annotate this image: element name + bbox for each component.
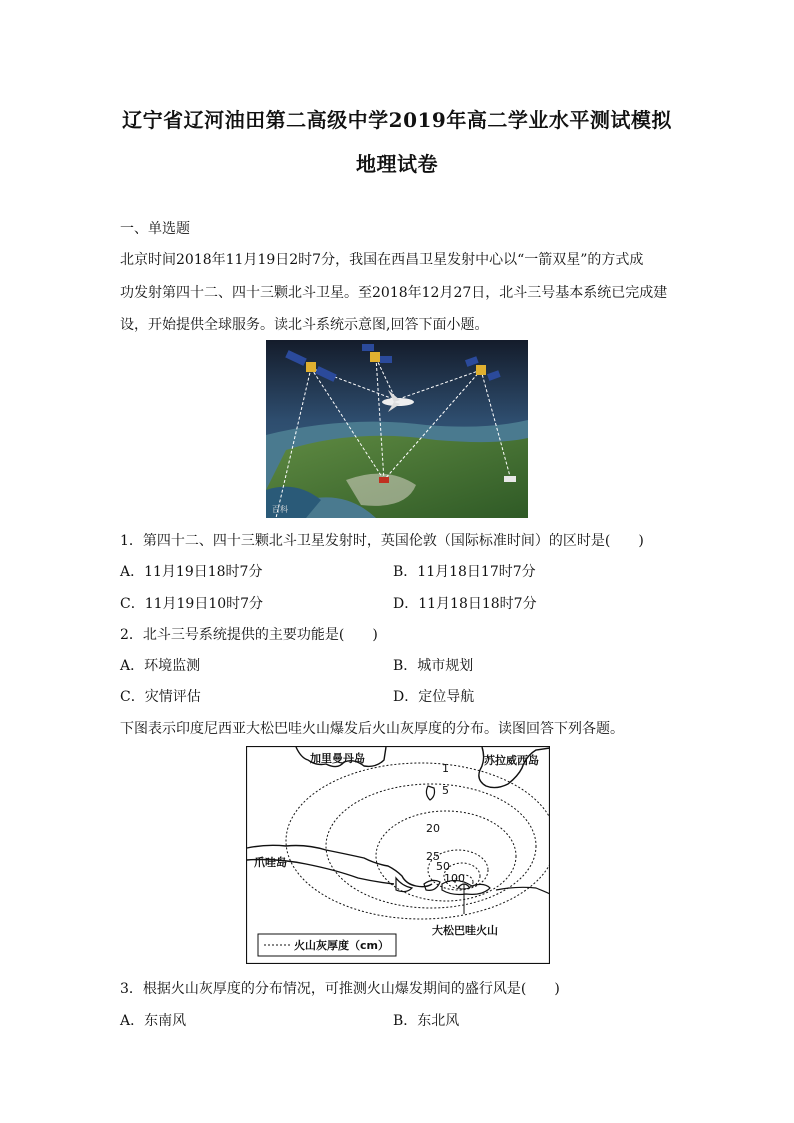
q3-option-a: A．东南风 bbox=[120, 1013, 187, 1029]
q2-stem: 2．北斗三号系统提供的主要功能是( ) bbox=[120, 627, 378, 643]
car-icon bbox=[379, 477, 389, 483]
intro1-line1: 北京时间2018年11月19日2时7分，我国在西昌卫星发射中心以“一箭双星”的方式成 bbox=[120, 252, 644, 268]
contour-label-50: 50 bbox=[436, 860, 450, 873]
q2-option-a: A．环境监测 bbox=[120, 658, 201, 674]
label-kalimantan: 加里曼丹岛 bbox=[310, 752, 365, 765]
paper-title-line2: 地理试卷 bbox=[356, 152, 438, 176]
paper-title-line1: 辽宁省辽河油田第二高级中学2019年高二学业水平测试模拟 bbox=[122, 108, 672, 132]
q1-option-c: C．11月19日10时7分 bbox=[120, 596, 264, 612]
q2-option-b: B．城市规划 bbox=[393, 658, 474, 674]
section-heading: 一、单选题 bbox=[120, 221, 190, 237]
volcanic-ash-map bbox=[246, 746, 550, 964]
contour-label-5: 5 bbox=[442, 784, 449, 797]
q1-option-d: D．11月18日18时7分 bbox=[393, 596, 537, 612]
q3-option-b: B．东北风 bbox=[393, 1013, 460, 1029]
q3-stem: 3．根据火山灰厚度的分布情况，可推测火山爆发期间的盛行风是( ) bbox=[120, 981, 560, 997]
label-java: 爪哇岛 bbox=[254, 856, 287, 869]
intro1-line2: 功发射第四十二、四十三颗北斗卫星。至2018年12月27日，北斗三号基本系统已完成建 bbox=[120, 285, 668, 301]
q2-option-c: C．灾情评估 bbox=[120, 689, 201, 705]
beidou-satellite-image bbox=[266, 340, 528, 518]
satellite-illustration bbox=[266, 340, 528, 518]
contour-label-25: 25 bbox=[426, 850, 440, 863]
q1-stem: 1．第四十二、四十三颗北斗卫星发射时，英国伦敦（国际标准时间）的区时是( ) bbox=[120, 533, 644, 549]
image-watermark: 百科 bbox=[272, 505, 288, 514]
contour-label-100: 100 bbox=[444, 872, 465, 885]
intro2: 下图表示印度尼西亚大松巴哇火山爆发后火山灰厚度的分布。读图回答下列各题。 bbox=[120, 721, 624, 737]
intro1-line3: 设，开始提供全球服务。读北斗系统示意图,回答下面小题。 bbox=[120, 317, 489, 333]
dish-icon bbox=[504, 476, 516, 482]
label-sulawesi: 苏拉威西岛 bbox=[484, 754, 539, 767]
contour-label-1: 1 bbox=[442, 762, 449, 775]
contour-label-20: 20 bbox=[426, 822, 440, 835]
label-volcano: 大松巴哇火山 bbox=[432, 924, 498, 937]
q2-option-d: D．定位导航 bbox=[393, 689, 475, 705]
q1-option-a: A．11月19日18时7分 bbox=[120, 564, 263, 580]
q1-option-b: B．11月18日17时7分 bbox=[393, 564, 536, 580]
legend-label: 火山灰厚度（cm） bbox=[294, 939, 389, 952]
